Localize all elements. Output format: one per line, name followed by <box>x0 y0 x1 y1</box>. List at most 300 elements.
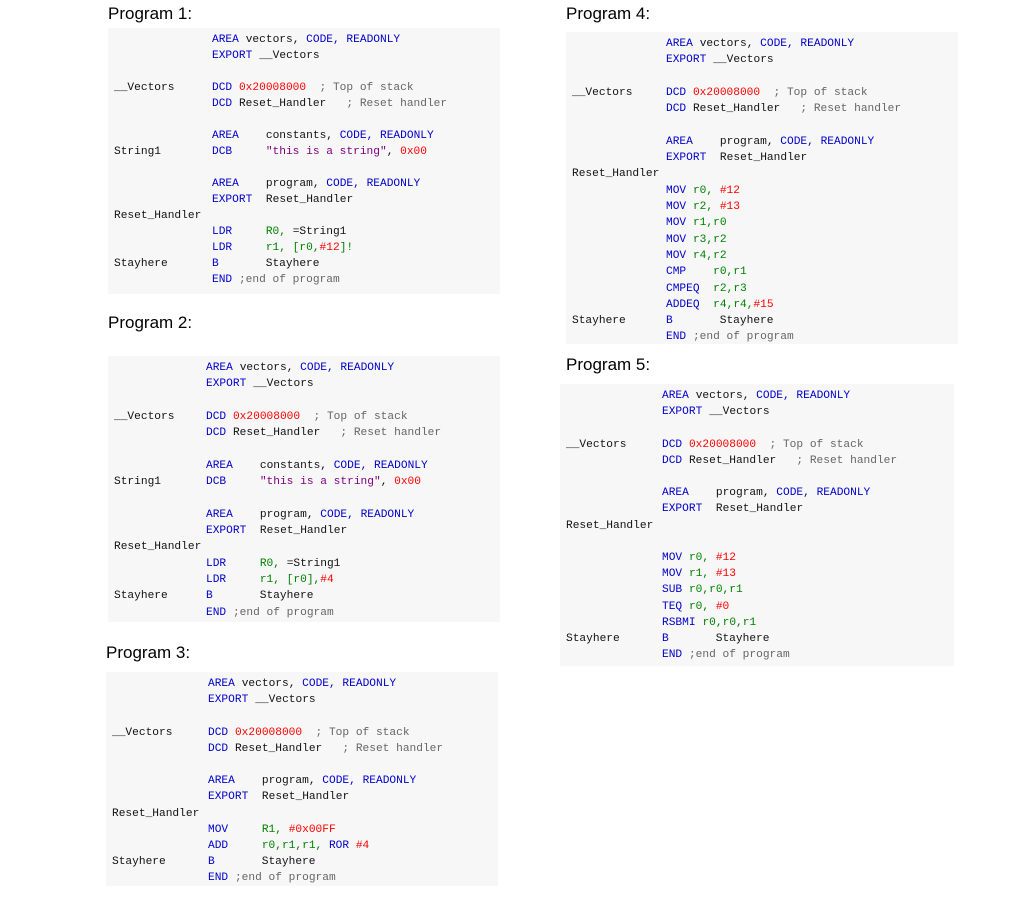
code-token: 0x20008000 <box>234 726 303 739</box>
code-operands <box>686 101 901 117</box>
code-token: ; Reset handler <box>322 742 444 755</box>
code-token: #4 <box>355 840 370 852</box>
code-mnemonic: AREA <box>206 362 233 374</box>
code-line <box>566 248 958 264</box>
code-line <box>566 52 958 68</box>
code-mnemonic: SUB <box>662 584 683 597</box>
code-mnemonic: MOV <box>666 217 687 230</box>
code-token: r0,r0,r1 <box>695 616 757 629</box>
code-operands <box>693 36 854 52</box>
code-token: r2, <box>686 201 720 213</box>
code-token <box>226 574 260 586</box>
code-line <box>108 360 500 376</box>
code-token: "this is a string" <box>265 146 387 158</box>
code-token <box>232 242 266 254</box>
code-label: __Vectors <box>114 410 175 423</box>
program-4-code-block <box>566 32 958 344</box>
code-token: #12 <box>319 242 340 254</box>
code-mnemonic: DCB <box>206 476 227 489</box>
code-label: Stayhere <box>114 590 168 603</box>
code-mnemonic: AREA <box>662 487 689 500</box>
code-line <box>108 192 500 208</box>
code-operands <box>239 176 420 192</box>
code-line <box>108 458 500 474</box>
code-line <box>108 224 500 240</box>
code-token: r0, <box>686 184 720 197</box>
code-label: __Vectors <box>112 726 173 739</box>
code-label: Stayhere <box>114 258 168 270</box>
code-token: CODE, READONLY <box>306 34 401 46</box>
code-token <box>232 226 266 238</box>
code-operands <box>232 80 413 96</box>
code-token: constants, <box>233 459 334 472</box>
code-mnemonic: B <box>208 856 215 869</box>
code-mnemonic: EXPORT <box>212 50 253 62</box>
code-line <box>106 676 498 692</box>
program-3-code-block <box>106 672 498 886</box>
code-token: Reset_Handler <box>232 98 327 110</box>
code-mnemonic: AREA <box>208 678 235 690</box>
code-mnemonic: MOV <box>666 201 687 213</box>
code-token: ; Top of stack <box>760 86 868 99</box>
code-token: #13 <box>715 568 736 581</box>
code-token: Reset_Handler <box>686 103 781 116</box>
code-mnemonic: ADDEQ <box>666 298 700 311</box>
code-operands <box>226 409 407 425</box>
code-line <box>108 128 500 144</box>
code-mnemonic: LDR <box>212 242 233 254</box>
code-mnemonic: AREA <box>208 775 235 788</box>
program-2-code-block <box>108 356 500 622</box>
code-mnemonic: EXPORT <box>206 525 247 537</box>
code-operands <box>703 404 770 420</box>
code-line <box>106 854 498 870</box>
code-operands <box>228 725 409 741</box>
code-mnemonic: END <box>662 649 683 662</box>
code-mnemonic: MOV <box>662 568 683 581</box>
code-token <box>228 824 262 836</box>
code-token: vectors, <box>689 390 757 402</box>
code-operands <box>253 192 354 208</box>
code-operands <box>226 605 333 621</box>
code-mnemonic: MOV <box>666 184 687 197</box>
code-token: ;end of program <box>686 331 794 344</box>
code-token: r1,r0 <box>686 217 727 230</box>
code-mnemonic: DCD <box>212 82 233 94</box>
code-token <box>226 558 260 570</box>
code-operands <box>703 501 804 517</box>
program-1-title: Program 1: <box>108 4 193 23</box>
code-line <box>108 32 500 48</box>
code-mnemonic: AREA <box>206 459 233 472</box>
code-token: ;end of program <box>232 274 340 286</box>
code-line <box>108 48 500 64</box>
code-mnemonic: DCD <box>212 98 233 110</box>
code-line <box>560 404 954 420</box>
code-token: ; Reset handler <box>780 103 902 116</box>
code-mnemonic: B <box>666 315 673 328</box>
code-token: CODE, READONLY <box>333 459 428 472</box>
code-mnemonic: B <box>662 633 669 645</box>
code-operands <box>682 647 789 663</box>
code-line <box>108 376 500 392</box>
code-token: ; Top of stack <box>300 410 408 423</box>
code-token: , <box>380 476 395 489</box>
code-mnemonic: AREA <box>212 178 239 190</box>
code-operands <box>247 523 348 539</box>
code-operands <box>669 631 770 647</box>
code-line <box>560 647 954 663</box>
code-mnemonic: AREA <box>212 130 239 142</box>
code-line <box>108 425 500 441</box>
code-token: ;end of program <box>228 872 336 885</box>
code-token: ;end of program <box>226 606 334 619</box>
code-mnemonic: AREA <box>662 390 689 402</box>
code-token: r4,r4, <box>699 298 754 311</box>
code-token: vectors, <box>235 678 303 690</box>
program-2-title: Program 2: <box>108 313 193 332</box>
code-operands <box>235 676 396 692</box>
code-token: , <box>386 146 401 158</box>
code-mnemonic: EXPORT <box>662 406 703 419</box>
code-mnemonic: EXPORT <box>666 152 707 165</box>
code-line <box>108 507 500 523</box>
code-mnemonic: DCD <box>208 742 229 755</box>
code-operands <box>213 588 314 604</box>
code-mnemonic: AREA <box>206 508 233 521</box>
code-line <box>560 437 954 453</box>
code-mnemonic: END <box>208 872 229 885</box>
code-line <box>106 773 498 789</box>
code-mnemonic: MOV <box>666 249 687 262</box>
code-token: ; Reset handler <box>326 98 448 110</box>
code-token: __Vectors <box>706 54 774 67</box>
code-line <box>566 101 958 117</box>
code-token: r0, <box>682 552 716 564</box>
code-label: Reset_Handler <box>112 807 200 820</box>
code-operands <box>686 248 726 264</box>
code-operands <box>253 48 320 64</box>
code-token: r0, <box>682 600 716 613</box>
code-token: ; Reset handler <box>320 427 442 440</box>
code-operands <box>233 360 394 376</box>
code-line <box>108 144 500 160</box>
code-token <box>226 476 260 488</box>
code-token: Reset_Handler <box>246 525 348 537</box>
code-line <box>566 215 958 231</box>
code-mnemonic: MOV <box>662 552 683 564</box>
code-mnemonic: EXPORT <box>208 694 249 707</box>
code-token: r1, <box>682 568 716 581</box>
code-token: #13 <box>719 201 740 213</box>
code-token: #0 <box>715 600 730 613</box>
code-line <box>108 176 500 192</box>
code-line <box>560 615 954 631</box>
code-operands <box>228 870 335 886</box>
code-line <box>106 692 498 708</box>
program-5-code-block <box>560 384 954 666</box>
code-token: program, <box>689 487 777 500</box>
code-line <box>108 588 500 604</box>
code-token: Stayhere <box>668 633 770 645</box>
code-operands <box>249 789 350 805</box>
code-operands <box>686 85 867 101</box>
code-mnemonic: DCD <box>666 103 687 116</box>
code-label: Reset_Handler <box>566 519 654 532</box>
code-token: #12 <box>719 184 740 197</box>
code-mnemonic: TEQ <box>662 600 683 613</box>
code-operands <box>682 550 736 566</box>
code-token: Reset_Handler <box>702 503 804 516</box>
code-mnemonic: ADD <box>208 840 229 852</box>
code-mnemonic: DCD <box>662 454 683 467</box>
code-line <box>106 806 498 822</box>
code-line <box>566 199 958 215</box>
code-line <box>106 870 498 886</box>
code-operands <box>686 215 726 231</box>
code-token: Reset_Handler <box>226 427 321 440</box>
code-token: CODE, READONLY <box>300 362 395 374</box>
code-operands <box>686 199 740 215</box>
code-token: R0, <box>259 557 287 570</box>
code-token: 0x00 <box>394 476 421 489</box>
code-token: r4,r2 <box>686 249 727 262</box>
code-operands <box>682 582 742 598</box>
code-token: Reset_Handler <box>682 454 777 467</box>
code-token: r2,r3 <box>699 282 747 295</box>
code-line <box>566 134 958 150</box>
code-line <box>560 453 954 469</box>
code-mnemonic: END <box>206 606 227 619</box>
code-operands <box>686 183 740 199</box>
code-operands <box>693 134 874 150</box>
code-operands <box>228 838 369 854</box>
code-mnemonic: RSBMI <box>662 616 696 629</box>
code-token: Stayhere <box>214 856 316 869</box>
code-operands <box>233 458 428 474</box>
code-operands <box>232 240 353 256</box>
code-line <box>560 582 954 598</box>
code-token: r1, [r0, <box>265 242 320 254</box>
code-line <box>560 485 954 501</box>
code-line <box>560 599 954 615</box>
code-operands <box>682 599 729 615</box>
code-line <box>566 232 958 248</box>
code-operands <box>232 224 346 240</box>
code-token: =String1 <box>292 226 347 238</box>
code-mnemonic: LDR <box>206 557 227 570</box>
code-line <box>566 329 958 345</box>
code-token <box>686 87 693 99</box>
code-token: vectors, <box>693 38 761 50</box>
code-token: Stayhere <box>212 590 314 603</box>
code-mnemonic: AREA <box>666 38 693 50</box>
code-token: #4 <box>320 573 334 586</box>
code-label: Stayhere <box>112 856 166 869</box>
code-token: R0, <box>265 226 293 238</box>
code-operands <box>219 256 320 272</box>
code-line <box>108 605 500 621</box>
code-token: __Vectors <box>248 694 316 707</box>
code-line <box>106 741 498 757</box>
code-mnemonic: EXPORT <box>666 54 707 67</box>
code-token: "this is a string" <box>259 476 381 489</box>
code-token <box>232 82 239 94</box>
code-token: 0x20008000 <box>232 410 301 423</box>
program-5-title: Program 5: <box>566 355 651 374</box>
code-line <box>106 725 498 741</box>
code-label: __Vectors <box>566 438 627 451</box>
code-operands <box>239 32 400 48</box>
code-token: program, <box>239 178 327 190</box>
code-operands <box>247 376 314 392</box>
code-token: __Vectors <box>252 50 320 62</box>
code-operands <box>232 96 447 112</box>
code-token: Stayhere <box>672 315 774 328</box>
code-operands <box>686 232 726 248</box>
code-token <box>682 439 689 451</box>
code-operands <box>249 692 316 708</box>
code-mnemonic: MOV <box>208 823 229 836</box>
code-mnemonic: B <box>206 590 213 603</box>
code-line <box>108 272 500 288</box>
code-token: Reset_Handler <box>228 742 323 755</box>
code-operands <box>226 572 333 588</box>
code-token: CODE, READONLY <box>756 390 851 402</box>
code-line <box>560 501 954 517</box>
code-mnemonic: DCB <box>212 146 233 158</box>
code-operands <box>686 264 746 280</box>
code-line <box>560 550 954 566</box>
code-operands <box>226 556 340 572</box>
code-mnemonic: END <box>212 274 233 286</box>
code-token: 0x20008000 <box>238 82 307 94</box>
code-line <box>566 36 958 52</box>
program-1-code-block <box>108 28 500 294</box>
code-token <box>232 146 266 158</box>
code-mnemonic: EXPORT <box>662 503 703 516</box>
code-line <box>566 297 958 313</box>
code-label: Stayhere <box>572 315 626 328</box>
code-line <box>566 85 958 101</box>
code-operands <box>233 507 414 523</box>
code-line <box>108 96 500 112</box>
code-token: Reset_Handler <box>248 791 350 804</box>
code-label: Reset_Handler <box>114 210 202 222</box>
code-line <box>106 822 498 838</box>
code-line <box>106 838 498 854</box>
code-token: R1, <box>261 823 289 836</box>
code-token: CODE, READONLY <box>320 508 415 521</box>
code-mnemonic: DCD <box>208 726 229 739</box>
code-line <box>108 256 500 272</box>
code-token: CODE, READONLY <box>302 678 397 690</box>
code-label: __Vectors <box>114 82 175 94</box>
code-line <box>108 556 500 572</box>
code-operands <box>696 615 756 631</box>
code-token: Reset_Handler <box>706 152 808 165</box>
code-line <box>560 518 954 534</box>
code-token: CODE, READONLY <box>776 487 871 500</box>
code-token <box>228 840 262 852</box>
code-token: r1, [r0], <box>259 573 321 586</box>
code-mnemonic: AREA <box>666 135 693 148</box>
code-operands <box>707 150 808 166</box>
code-token: CODE, READONLY <box>322 775 417 788</box>
code-token: r0,r1 <box>686 266 747 279</box>
code-operands <box>682 566 736 582</box>
code-line <box>566 150 958 166</box>
code-token: vectors, <box>233 362 301 374</box>
code-operands <box>232 272 339 288</box>
code-token: __Vectors <box>246 378 314 391</box>
code-line <box>108 539 500 555</box>
code-operands <box>707 52 774 68</box>
code-token: 0x20008000 <box>688 438 757 451</box>
code-line <box>108 409 500 425</box>
code-operands <box>226 474 421 490</box>
code-operands <box>215 854 316 870</box>
code-mnemonic: EXPORT <box>212 194 253 206</box>
code-operands <box>689 388 850 404</box>
code-mnemonic: DCD <box>662 438 683 451</box>
code-operands <box>673 313 774 329</box>
code-mnemonic: LDR <box>212 226 233 238</box>
code-operands <box>228 822 335 838</box>
code-token: ; Reset handler <box>776 454 898 467</box>
code-mnemonic: DCD <box>206 410 227 423</box>
code-token: #15 <box>753 298 774 311</box>
code-token: r0,r1,r1, <box>261 840 329 852</box>
code-token <box>226 411 233 423</box>
code-token: ; Top of stack <box>306 82 414 94</box>
code-mnemonic: EXPORT <box>208 791 249 804</box>
code-line <box>560 631 954 647</box>
code-token: =String1 <box>286 557 341 570</box>
code-token: 0x00 <box>400 146 427 158</box>
code-token: ;end of program <box>682 649 790 662</box>
code-label: Stayhere <box>566 633 620 645</box>
code-token: ; Top of stack <box>756 438 864 451</box>
code-token: ; Top of stack <box>302 726 410 739</box>
code-mnemonic: LDR <box>206 573 227 586</box>
code-token: r3,r2 <box>686 233 727 246</box>
code-token: ]! <box>339 242 354 254</box>
code-token: CODE, READONLY <box>760 38 855 50</box>
code-token: ROR <box>328 840 356 852</box>
code-token: program, <box>693 135 781 148</box>
code-token: r0,r0,r1 <box>682 584 743 597</box>
code-label: Reset_Handler <box>114 541 202 554</box>
code-operands <box>689 485 870 501</box>
code-operands <box>239 128 434 144</box>
code-token: CODE, READONLY <box>780 135 875 148</box>
code-operands <box>228 741 443 757</box>
code-token: program, <box>235 775 323 788</box>
code-line <box>108 208 500 224</box>
code-mnemonic: CMP <box>666 266 687 279</box>
code-operands <box>682 437 863 453</box>
code-operands <box>700 297 774 313</box>
program-3-title: Program 3: <box>106 643 191 662</box>
code-operands <box>232 144 427 160</box>
code-line <box>108 80 500 96</box>
code-mnemonic: CMPEQ <box>666 282 700 295</box>
code-label: __Vectors <box>572 86 633 99</box>
program-4-title: Program 4: <box>566 4 651 23</box>
code-label: String1 <box>114 146 161 158</box>
code-line <box>108 572 500 588</box>
